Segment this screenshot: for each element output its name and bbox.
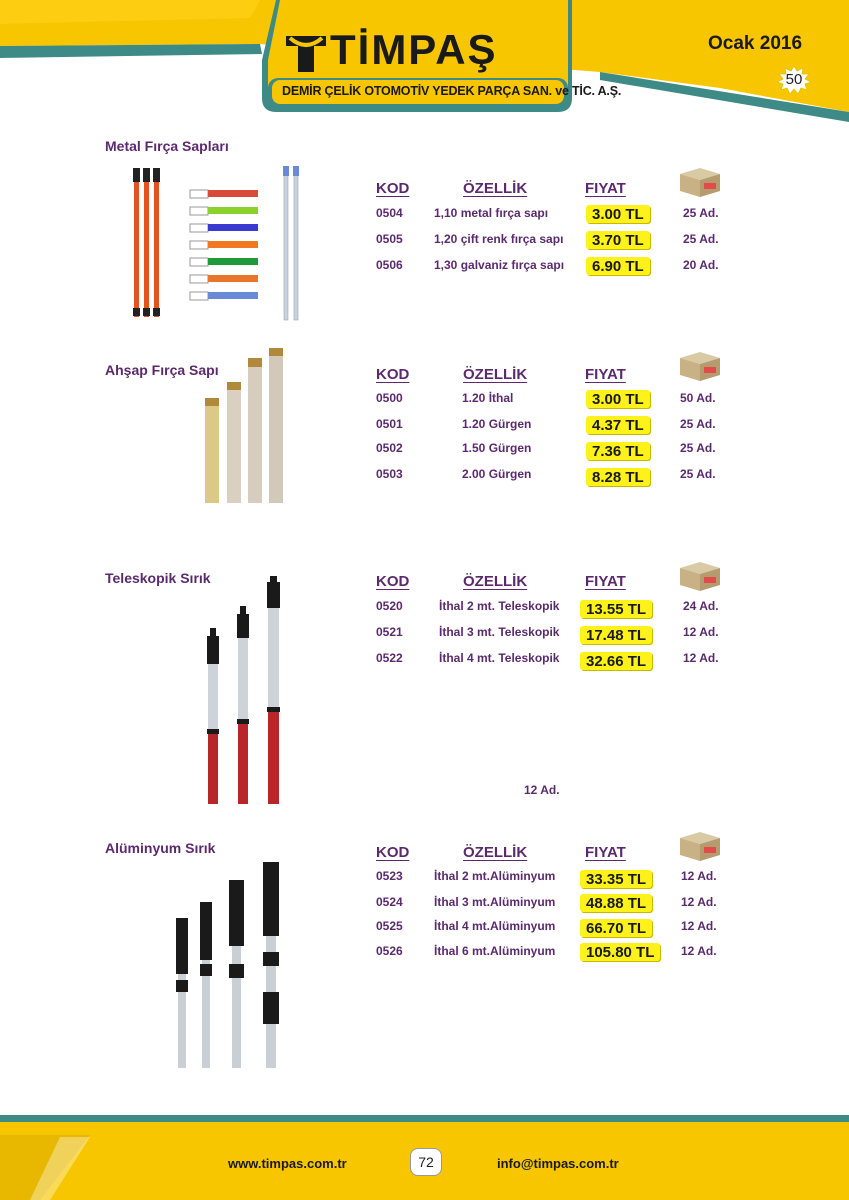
row-0506-fiyat: 6.90 TL: [586, 257, 650, 275]
row-0521-ozellik: İthal 3 mt. Teleskopik: [439, 625, 560, 639]
row-0526-kod: 0526: [376, 944, 403, 958]
row-0504-fiyat: 3.00 TL: [586, 205, 650, 223]
row-0523-adet: 12 Ad.: [681, 869, 717, 883]
row-0524-adet: 12 Ad.: [681, 895, 717, 909]
row-0505-fiyat: 3.70 TL: [586, 231, 650, 249]
row-0522-fiyat: 32.66 TL: [580, 652, 652, 670]
column-header-fiyat-2: FIYAT: [585, 366, 626, 383]
row-0521-fiyat: 17.48 TL: [580, 626, 652, 644]
row-0501-fiyat: 4.37 TL: [586, 416, 650, 434]
row-0500-ozellik: 1.20 İthal: [462, 391, 514, 405]
column-header-ozellik-3: ÖZELLİK: [463, 573, 528, 590]
footer-page-number: 72: [410, 1148, 442, 1176]
footer-website-link[interactable]: www.timpas.com.tr: [228, 1156, 347, 1171]
row-0506-adet: 20 Ad.: [683, 258, 719, 272]
row-0525-ozellik: İthal 4 mt.Alüminyum: [434, 919, 556, 933]
metal-brush-handles-image: [128, 162, 308, 322]
package-box-icon: [678, 166, 722, 198]
row-0526-ozellik: İthal 6 mt.Alüminyum: [434, 944, 556, 958]
section-title-teleskopik: Teleskopik Sırık: [105, 570, 211, 586]
timpas-logo-icon: [284, 34, 328, 74]
aluminum-poles-image: [166, 858, 290, 1072]
row-0521-adet: 12 Ad.: [683, 625, 719, 639]
row-0525-adet: 12 Ad.: [681, 919, 717, 933]
package-box-icon: [678, 560, 722, 592]
row-0505-kod: 0505: [376, 232, 403, 246]
row-0523-fiyat: 33.35 TL: [580, 870, 652, 888]
column-header-ozellik-2: ÖZELLİK: [463, 366, 528, 383]
column-header-ozellik: ÖZELLİK: [463, 180, 528, 197]
row-0502-kod: 0502: [376, 441, 403, 455]
column-header-ozellik-4: ÖZELLİK: [463, 844, 528, 861]
row-0523-ozellik: İthal 2 mt.Alüminyum: [434, 869, 556, 883]
row-0506-kod: 0506: [376, 258, 403, 272]
column-header-fiyat-3: FIYAT: [585, 573, 626, 590]
row-0520-ozellik: İthal 2 mt. Teleskopik: [439, 599, 560, 613]
column-header-fiyat: FIYAT: [585, 180, 626, 197]
row-0504-adet: 25 Ad.: [683, 206, 719, 220]
row-0503-ozellik: 2.00 Gürgen: [462, 467, 532, 481]
row-0522-kod: 0522: [376, 651, 403, 665]
column-header-kod: KOD: [376, 180, 410, 197]
section-title-ahsap: Ahşap Fırça Sapı: [105, 362, 219, 378]
row-0524-fiyat: 48.88 TL: [580, 894, 652, 912]
row-0500-fiyat: 3.00 TL: [586, 390, 650, 408]
section-title-aluminyum: Alüminyum Sırık: [105, 840, 216, 856]
row-0524-ozellik: İthal 3 mt.Alüminyum: [434, 895, 556, 909]
wooden-brush-handles-image: [200, 348, 290, 506]
row-0504-ozellik: 1,10 metal fırça sapı: [434, 206, 549, 220]
row-0500-adet: 50 Ad.: [680, 391, 716, 405]
row-0505-ozellik: 1,20 çift renk fırça sapı: [434, 232, 564, 246]
stray-quantity-note: 12 Ad.: [524, 783, 560, 797]
row-0502-fiyat: 7.36 TL: [586, 442, 650, 460]
section-title-metal: Metal Fırça Sapları: [105, 138, 229, 154]
row-0526-adet: 12 Ad.: [681, 944, 717, 958]
row-0522-adet: 12 Ad.: [683, 651, 719, 665]
row-0525-kod: 0525: [376, 919, 403, 933]
row-0501-ozellik: 1.20 Gürgen: [462, 417, 532, 431]
row-0520-fiyat: 13.55 TL: [580, 600, 652, 618]
catalog-page-number: 50: [785, 71, 803, 88]
column-header-kod-4: KOD: [376, 844, 410, 861]
row-0503-kod: 0503: [376, 467, 403, 481]
footer-email-link[interactable]: info@timpas.com.tr: [497, 1156, 619, 1171]
brand-name: TİMPAŞ: [330, 26, 498, 73]
row-0521-kod: 0521: [376, 625, 403, 639]
package-box-icon: [678, 350, 722, 382]
row-0520-adet: 24 Ad.: [683, 599, 719, 613]
row-0502-ozellik: 1.50 Gürgen: [462, 441, 532, 455]
row-0503-fiyat: 8.28 TL: [586, 468, 650, 486]
row-0526-fiyat: 105.80 TL: [580, 943, 660, 961]
row-0506-ozellik: 1,30 galvaniz fırça sapı: [434, 258, 565, 272]
row-0500-kod: 0500: [376, 391, 403, 405]
column-header-kod-2: KOD: [376, 366, 410, 383]
column-header-fiyat-4: FIYAT: [585, 844, 626, 861]
row-0505-adet: 25 Ad.: [683, 232, 719, 246]
row-0503-adet: 25 Ad.: [680, 467, 716, 481]
row-0502-adet: 25 Ad.: [680, 441, 716, 455]
row-0501-adet: 25 Ad.: [680, 417, 716, 431]
row-0520-kod: 0520: [376, 599, 403, 613]
row-0504-kod: 0504: [376, 206, 403, 220]
column-header-kod-3: KOD: [376, 573, 410, 590]
package-box-icon: [678, 830, 722, 862]
row-0524-kod: 0524: [376, 895, 403, 909]
row-0522-ozellik: İthal 4 mt. Teleskopik: [439, 651, 560, 665]
row-0501-kod: 0501: [376, 417, 403, 431]
telescopic-poles-image: [200, 574, 290, 806]
catalog-date: Ocak 2016: [708, 33, 803, 54]
row-0525-fiyat: 66.70 TL: [580, 919, 652, 937]
brand-subtitle: DEMİR ÇELİK OTOMOTİV YEDEK PARÇA SAN. ve TİC. A.Ş.: [282, 84, 622, 98]
row-0523-kod: 0523: [376, 869, 403, 883]
